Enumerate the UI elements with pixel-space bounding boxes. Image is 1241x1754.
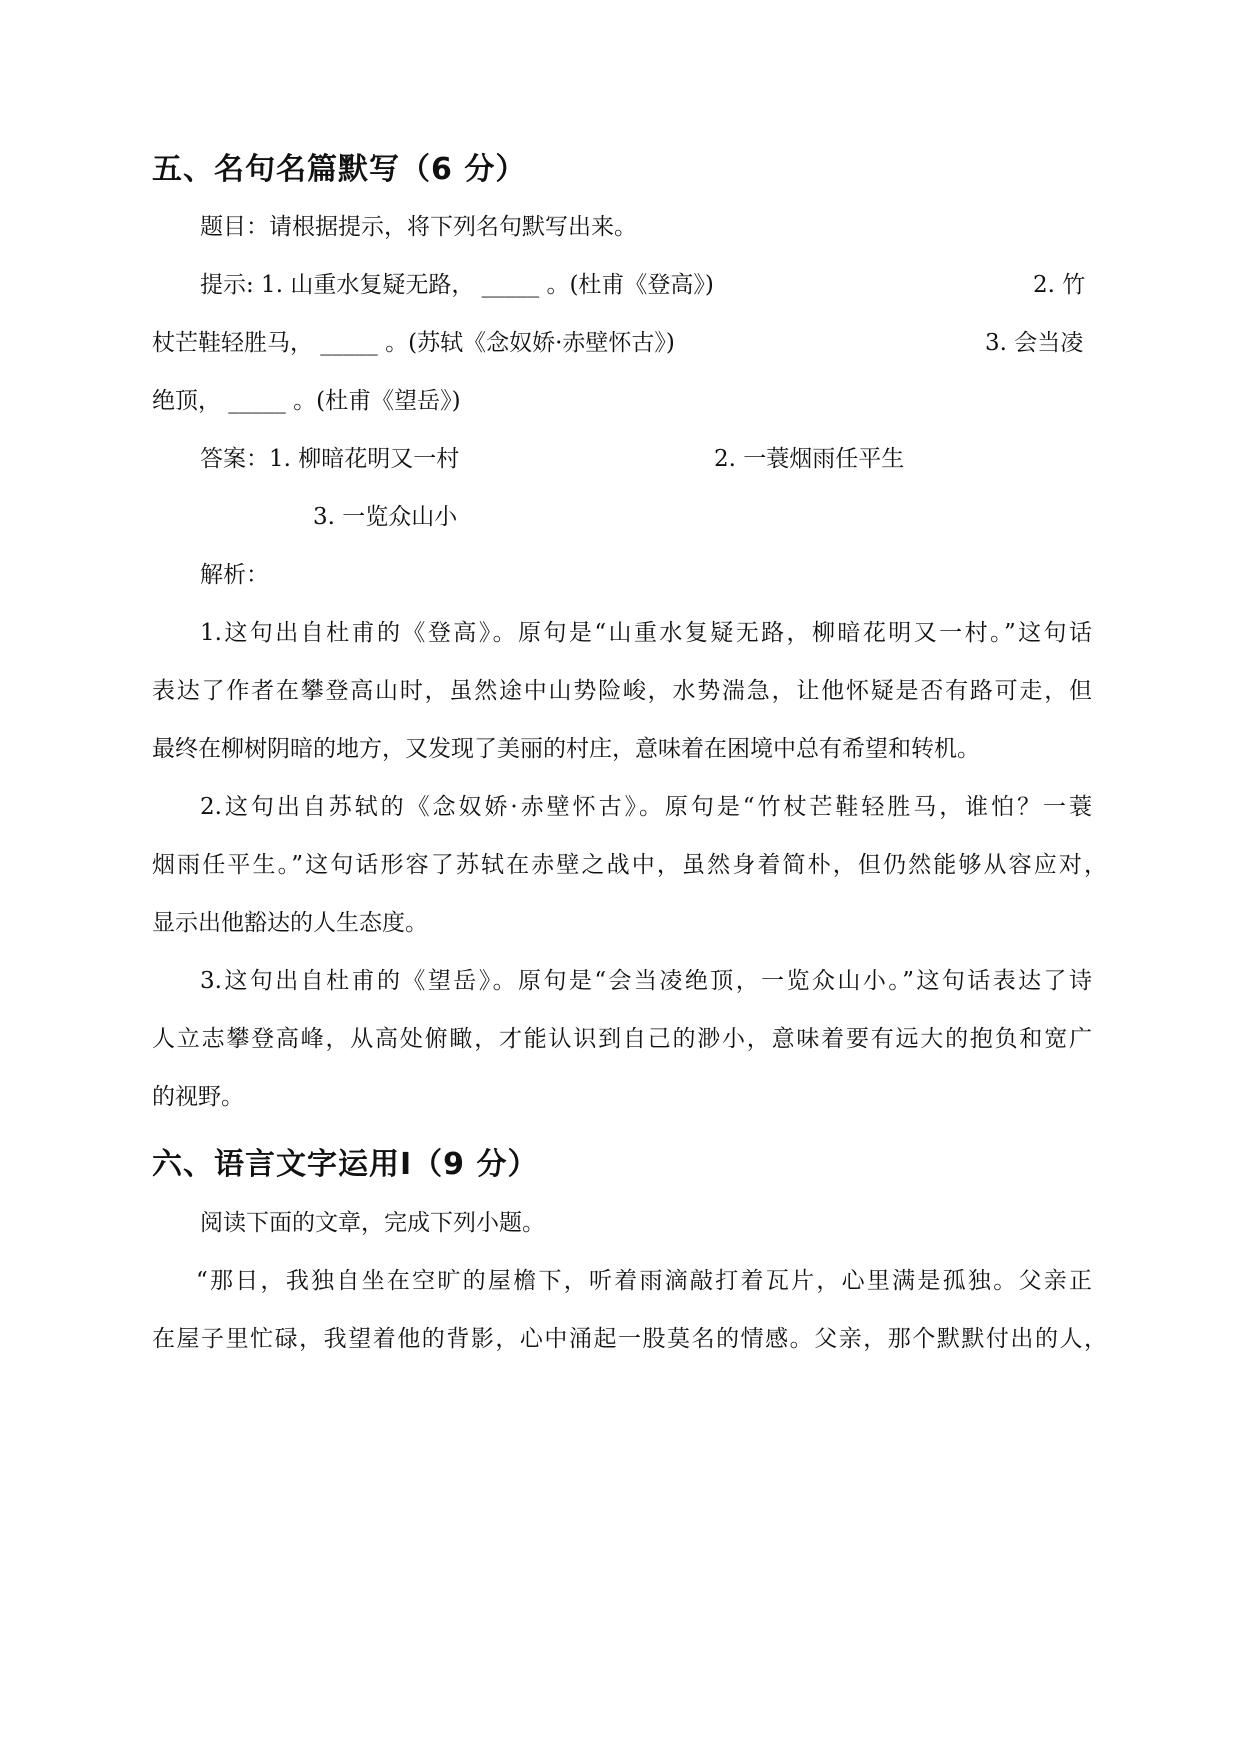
hint-1: 提示: 1. 山重水复疑无路， _____ 。(杜甫《登高》) [200,272,714,298]
analysis-3-line-2: 人立志攀登高峰，从高处俯瞰，才能认识到自己的渺小，意味着要有远大的抱负和宽广 [152,1026,1092,1052]
hint-3: 绝顶， _____ 。(杜甫《望岳》) [152,388,461,414]
analysis-1-line-1: 1.这句出自杜甫的《登高》。原句是“山重水复疑无路，柳暗花明又一村。”这句话 [200,620,1092,646]
section-5-heading: 五、名句名篇默写（6 分） [152,152,527,187]
passage-line-1: “那日，我独自坐在空旷的屋檐下，听着雨滴敲打着瓦片，心里满是孤独。父亲正 [196,1268,1092,1294]
hint-2: 杖芒鞋轻胜马， _____ 。(苏轼《念奴娇·赤壁怀古》) [152,330,675,356]
analysis-2-line-3: 显示出他豁达的人生态度。 [152,910,428,936]
answer-2: 2. 一蓑烟雨任平生 [714,446,905,472]
analysis-3-line-1: 3.这句出自杜甫的《望岳》。原句是“会当凌绝顶，一览众山小。”这句话表达了诗 [200,968,1092,994]
passage-line-2: 在屋子里忙碌，我望着他的背影，心中涌起一股莫名的情感。父亲，那个默默付出的人， [152,1326,1107,1352]
analysis-2-line-1: 2.这句出自苏轼的《念奴娇·赤壁怀古》。原句是“竹杖芒鞋轻胜马，谁怕？一蓑 [200,794,1092,820]
answer-3: 3. 一览众山小 [313,504,458,530]
analysis-1-line-3: 最终在柳树阴暗的地方，又发现了美丽的村庄，意味着在困境中总有希望和转机。 [152,736,980,762]
analysis-3-line-3: 的视野。 [152,1084,244,1110]
reading-instruction: 阅读下面的文章，完成下列小题。 [200,1210,545,1236]
analysis-2-line-2: 烟雨任平生。”这句话形容了苏轼在赤壁之战中，虽然身着简朴，但仍然能够从容应对， [152,852,1107,878]
hint-2-start: 2. 竹 [1033,272,1086,298]
section-6-heading: 六、语言文字运用Ⅰ（9 分） [152,1147,539,1182]
answer-1: 答案：1. 柳暗花明又一村 [200,446,460,472]
hint-3-start: 3. 会当凌 [985,330,1084,356]
question-prompt: 题目：请根据提示，将下列名句默写出来。 [200,214,637,240]
analysis-label: 解析： [200,562,269,588]
analysis-1-line-2: 表达了作者在攀登高山时，虽然途中山势险峻，水势湍急，让他怀疑是否有路可走，但 [152,678,1092,704]
